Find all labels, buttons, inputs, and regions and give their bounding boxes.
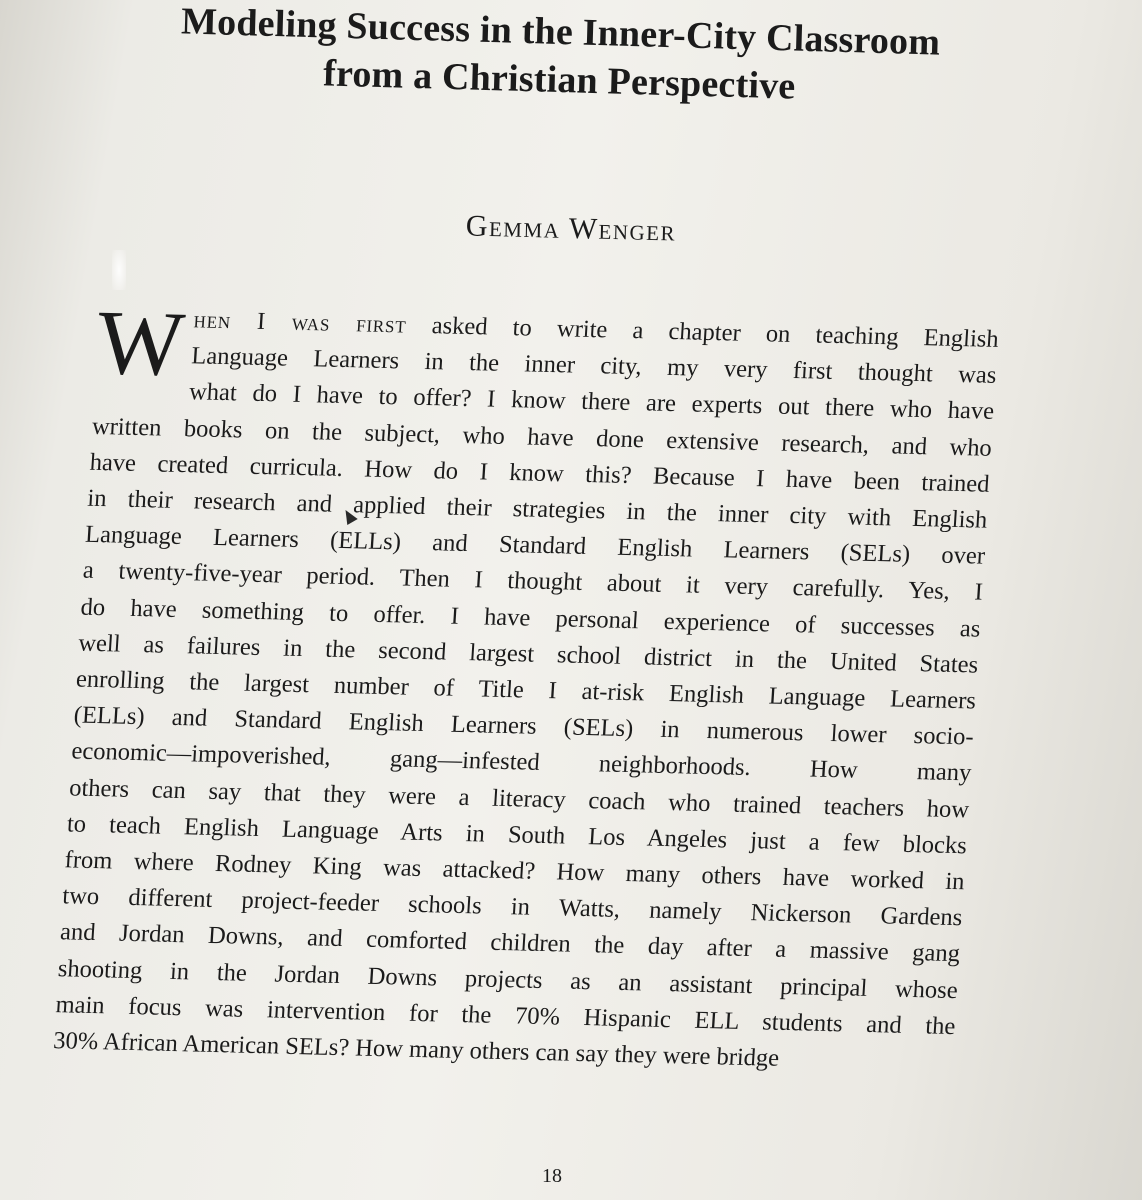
body-line-text: asked to write a chapter on teaching English [405,311,1000,353]
body-line: what do I have to offer? I know there are experts out there who have [188,378,995,426]
body-line: well as failures in the second largest school district in the United States [77,629,980,679]
body-line: and Jordan Downs, and comforted children the day after a massive gang [59,918,961,968]
body-line: Language Learners in the inner city, my very first thought was [190,342,998,390]
body-line: main focus was intervention for the 70% Hispanic ELL students and the [54,991,957,1040]
body-line: economic—impoverished, gang—infested neighborhoods. How many [70,737,973,787]
chapter-title-line-1: Modeling Success in the Inner-City Classroom [180,0,941,64]
chapter-body [52,291,1000,1081]
body-line: written books on the subject, who have done extensive research, and who [91,412,993,462]
screen-glare [112,250,126,290]
body-line: do have something to offer. I have personal experience of successes as [79,593,982,643]
body-line: shooting in the Jordan Downs projects as an assistant principal whose [57,954,959,1004]
lead-in-small-caps: hen I was first [192,306,408,339]
body-line: in their research and applied their strategies in the inner city with English [86,484,989,534]
body-line: others can say that they were a literacy coach who trained teachers how [68,774,970,824]
body-line: 30% African American SELs? How many others can say they were bridge [52,1027,780,1072]
body-line: enrolling the largest number of Title I at-risk English Language Learners [75,665,977,715]
body-line: Language Learners (ELLs) and Standard English Learners (SELs) over [84,520,986,570]
body-line: to teach English Language Arts in South Los Angeles just a few blocks [66,810,968,860]
page-number: 18 [542,1165,562,1187]
drop-cap: W [94,291,188,396]
chapter-title-line-2: from a Christian Perspective [322,52,797,108]
body-line: two different project-feeder schools in Watts, namely Nickerson Gardens [61,882,964,932]
body-line: from where Rodney King was attacked? How many others have worked in [63,846,966,896]
body-line: (ELLs) and Standard English Learners (SELs) in numerous lower socio- [73,701,975,751]
body-line: have created curricula. How do I know this? Because I have been trained [88,448,991,498]
chapter-title [59,0,1061,118]
chapter-author: Gemma Wenger [465,209,677,248]
body-line: a twenty-five-year period. Then I thought about it very carefully. Yes, I [82,557,984,607]
